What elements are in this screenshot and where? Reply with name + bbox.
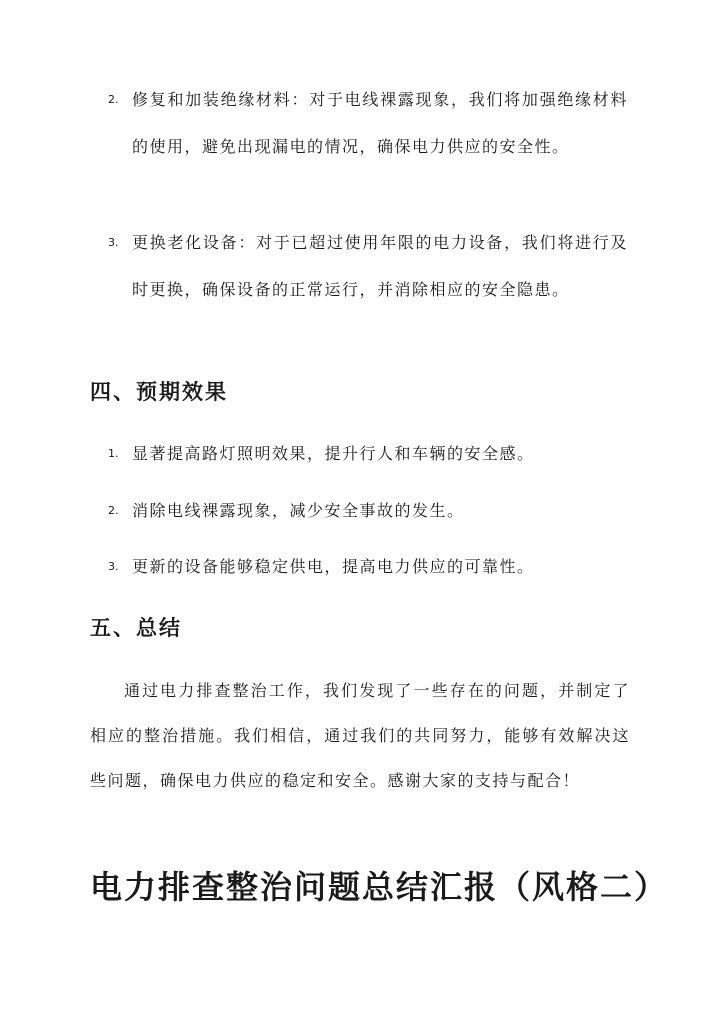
- list-item-number: 3.: [108, 236, 119, 249]
- list-item: [108, 76, 628, 170]
- list-item-number: 3.: [108, 560, 119, 573]
- list-item-number: 2.: [108, 93, 119, 106]
- list-item-text: 显著提高路灯照明效果，提升行人和车辆的安全感。: [132, 444, 535, 463]
- section-heading: 五、总结: [90, 615, 182, 640]
- list-item-number: 1.: [108, 447, 119, 460]
- list-item-text: 更换老化设备：对于已超过使用年限的电力设备，我们将进行及时更换，确保设备的正常运行，并消除相应的安全隐患。: [132, 233, 628, 299]
- list-item: [108, 487, 628, 534]
- list-item: [108, 430, 628, 477]
- list-item: [108, 219, 628, 313]
- document-title: 电力排查整治问题总结汇报（风格二）: [90, 868, 669, 906]
- list-item: [108, 543, 628, 590]
- list-item-text: 修复和加装绝缘材料：对于电线裸露现象，我们将加强绝缘材料的使用，避免出现漏电的情况，确保电力供应的安全性。: [132, 90, 628, 156]
- list-item-text: 消除电线裸露现象，减少安全事故的发生。: [132, 501, 465, 520]
- list-item-number: 2.: [108, 504, 119, 517]
- summary-paragraph: 通过电力排查整治工作，我们发现了一些存在的问题，并制定了相应的整治措施。我们相信，通过我们的共同努力，能够有效解决这些问题，确保电力供应的稳定和安全。感谢大家的支持与配合！: [90, 681, 630, 790]
- section-heading: 四、预期效果: [90, 379, 228, 404]
- list-item-text: 更新的设备能够稳定供电，提高电力供应的可靠性。: [132, 557, 535, 576]
